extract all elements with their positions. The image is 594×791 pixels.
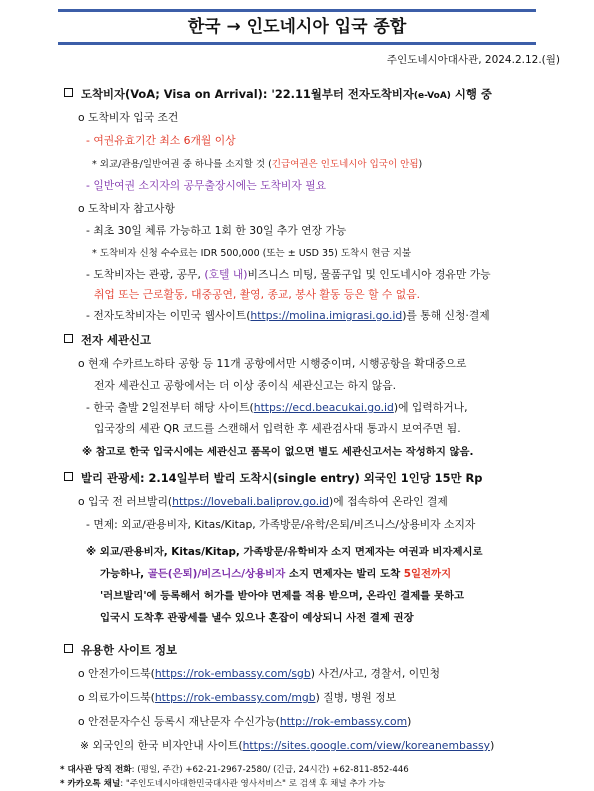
lovebali-link[interactable]: https://lovebali.baliprov.go.id	[172, 495, 330, 508]
site-korea-visa: ※ 외국인의 한국 비자안내 사이트(https://sites.google.com/view/koreanembassy)	[80, 739, 495, 752]
customs-line-3: - 한국 출발 2일전부터 해당 사이트(https://ecd.beacukai.go.id)에 입력하거나,	[86, 401, 468, 414]
voa-condition-official: - 일반여권 소지자의 공무출장시에는 도착비자 필요	[86, 179, 327, 192]
bali-tax-line-1: o 입국 전 러브발리(https://lovebali.baliprov.go.id)에 접속하여 온라인 결제	[78, 495, 448, 508]
voa-reference-website: - 전자도착비자는 이민국 웹사이트(https://molina.imigrasi.go.id)를 통해 신청·결제	[86, 309, 490, 322]
bali-tax-exemption: - 면제: 외교/관용비자, Kitas/Kitap, 가족방문/유학/은퇴/비즈니스/상용비자 소지자	[86, 518, 476, 531]
site-medical-guide: o 의료가이드북(https://rok-embassy.com/mgb) 질병, 병원 정보	[78, 691, 397, 704]
bali-tax-note-3: '러브발리'에 등록해서 허가를 받아야 면제를 적용 받으며, 온라인 결제를 못하고	[100, 590, 465, 602]
footer-kakaotalk: * 카카오톡 채널: "주인도네시아대한민국대사관 영사서비스" 로 검색 후 채널 추가 가능	[60, 779, 386, 789]
voa-reference-title: o 도착비자 참고사항	[78, 202, 175, 215]
checkbox-bullet-icon	[64, 334, 73, 343]
korea-visa-link[interactable]: https://sites.google.com/view/koreanembassy	[242, 739, 491, 752]
section-bali-tax-heading: 발리 관광세: 2.14일부터 발리 도착시(single entry) 외국인 1인당 15만 Rp	[64, 470, 482, 486]
voa-condition-passport: - 여권유효기간 최소 6개월 이상	[86, 134, 236, 147]
section-useful-sites-heading: 유용한 사이트 정보	[64, 642, 177, 658]
customs-line-1: o 현재 수카르노하타 공항 등 11개 공항에서만 시행중이며, 시행공항을 확대중으로	[78, 357, 467, 370]
medical-guide-link[interactable]: https://rok-embassy.com/mgb	[154, 691, 316, 704]
bali-tax-note-2: 가능하나, 골든(은퇴)/비즈니스/상용비자 소지 면제자는 발리 도착 5일전까지	[100, 568, 452, 580]
issue-date: 주인도네시아대사관, 2024.2.12.(월)	[386, 54, 560, 66]
voa-reference-fee: * 도착비자 신청 수수료는 IDR 500,000 (또는 ± USD 35) 도착시 현금 지불	[92, 248, 412, 259]
voa-condition-note: * 외교/관용/일반여권 중 하나를 소지할 것 (긴급여권은 인도네시아 입국이 안됨)	[92, 159, 423, 170]
site-safety-guide: o 안전가이드북(https://rok-embassy.com/sgb) 사건/사고, 경찰서, 이민청	[78, 667, 440, 680]
page-title: 한국 → 인도네시아 입국 종합	[58, 9, 536, 45]
section-customs-heading: 전자 세관신고	[64, 332, 151, 348]
voa-reference-stay: - 최초 30일 체류 가능하고 1회 한 30일 추가 연장 가능	[86, 224, 347, 237]
customs-line-4: 입국장의 세관 QR 코드를 스캔해서 입력한 후 세관검사대 통과시 보여주면 됨.	[94, 422, 461, 435]
molina-link[interactable]: https://molina.imigrasi.go.id	[250, 309, 403, 322]
customs-note: ※ 참고로 한국 입국시에는 세관신고 품목이 없으면 별도 세관신고서는 작성하지 않음.	[82, 446, 474, 458]
footer-embassy-phone: * 대사관 당직 전화: (평일, 주간) +62-21-2967-2580/ (긴급, 24시간) +62-811-852-446	[60, 765, 409, 775]
safety-guide-link[interactable]: https://rok-embassy.com/sgb	[154, 667, 311, 680]
bali-tax-note-4: 입국시 도착후 관광세를 낼수 있으나 혼잡이 예상되니 사전 결제 권장	[100, 612, 414, 624]
embassy-link[interactable]: http://rok-embassy.com	[279, 715, 408, 728]
bali-tax-note-1: ※ 외교/관용비자, Kitas/Kitap, 가족방문/유학비자 소지 면제자는 여권과 비자제시로	[86, 546, 483, 558]
voa-reference-purpose: - 도착비자는 관광, 공무, (호텔 내)비즈니스 미팅, 물품구입 및 인도네시아 경유만 가능	[86, 268, 491, 281]
section-voa-heading: 도착비자(VoA; Visa on Arrival): '22.11월부터 전자도착비자(e-VoA) 시행 중	[64, 86, 492, 102]
checkbox-bullet-icon	[64, 88, 73, 97]
customs-line-2: 전자 세관신고 공항에서는 더 이상 종이식 세관신고는 하지 않음.	[94, 379, 397, 392]
site-safety-sms: o 안전문자수신 등록시 재난문자 수신가능(http://rok-embassy.com)	[78, 715, 412, 728]
ecd-link[interactable]: https://ecd.beacukai.go.id	[253, 401, 394, 414]
voa-conditions-title: o 도착비자 입국 조건	[78, 111, 179, 124]
voa-reference-prohibited: 취업 또는 근로활동, 대중공연, 촬영, 종교, 봉사 활동 등은 할 수 없음.	[94, 288, 421, 301]
checkbox-bullet-icon	[64, 472, 73, 481]
checkbox-bullet-icon	[64, 644, 73, 653]
